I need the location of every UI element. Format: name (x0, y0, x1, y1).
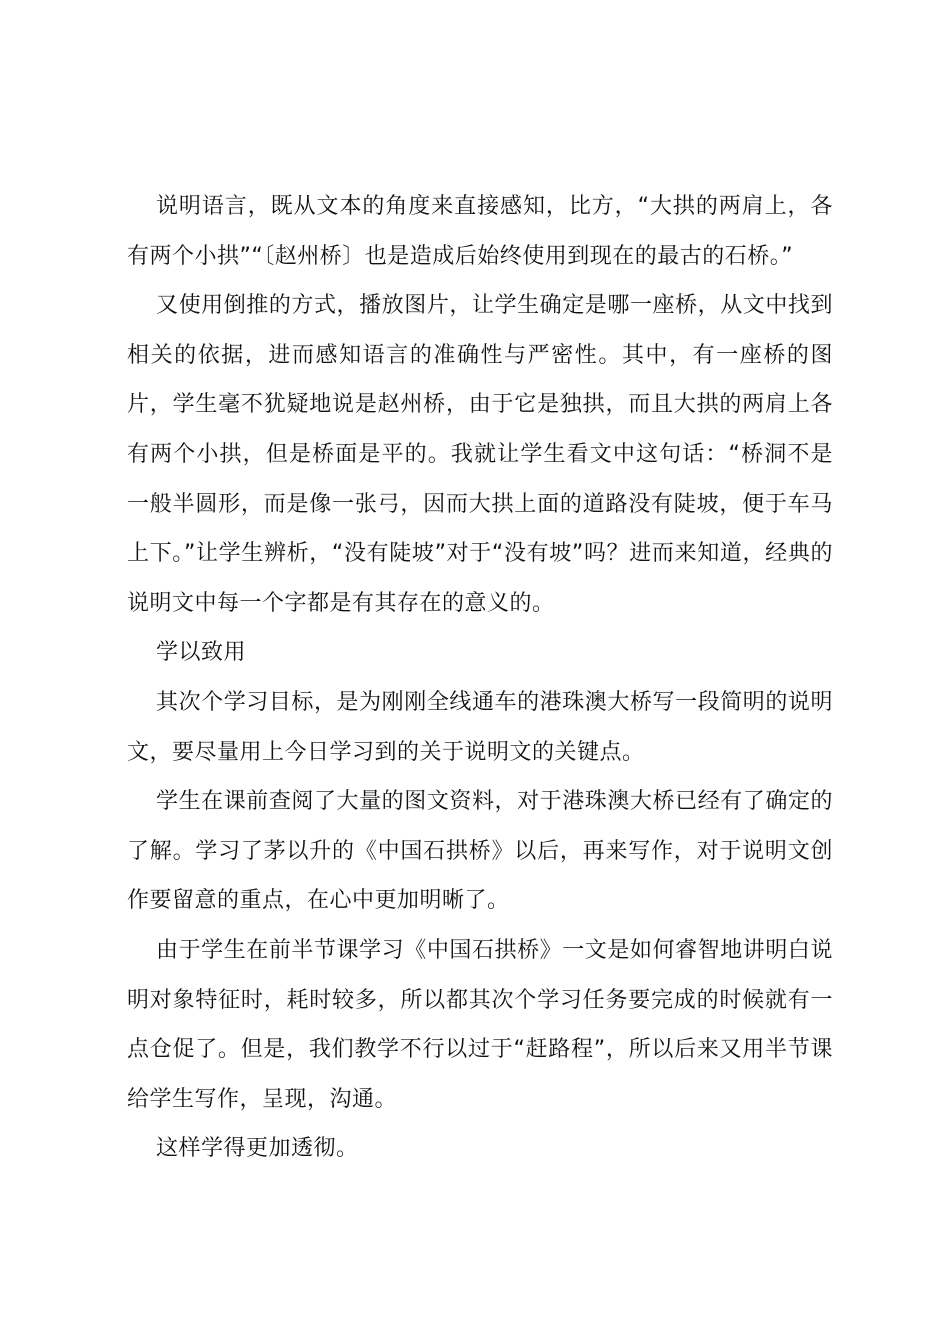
paragraph-reverse-method: 又使用倒推的方式，播放图片，让学生确定是哪一座桥，从文中找到相关的依据，进而感知语言的准确性与严密性。其中，有一座桥的图片，学生毫不犹疑地说是赵州桥，由于它是独拱，而且大拱的两肩上各有两个小拱，但是桥面是平的。我就让学生看文中这句话：“桥洞不是一般半圆形，而是像一张弓，因而大拱上面的道路没有陡坡，便于车马上下。”让学生辨析，“没有陡坡”对于“没有坡”吗？进而来知道，经典的说明文中每一个字都是有其存在的意义的。 (127, 293, 833, 616)
section-heading-application: 学以致用 (156, 640, 247, 666)
paragraph-time-reflection: 由于学生在前半节课学习《中国石拱桥》一文是如何睿智地讲明白说明对象特征时，耗时较多，所以都其次个学习任务要完成的时候就有一点仓促了。但是，我们教学不行以过于“赶路程”，所以后来又用半节课给学生写作，呈现，沟通。 (127, 937, 833, 1112)
paragraph-second-goal: 其次个学习目标，是为刚刚全线通车的港珠澳大桥写一段简明的说明文，要尽量用上今日学习到的关于说明文的关键点。 (127, 689, 833, 765)
paragraph-conclusion: 这样学得更加透彻。 (156, 1136, 359, 1162)
paragraph-student-research: 学生在课前查阅了大量的图文资料，对于港珠澳大桥已经有了确定的了解。学习了茅以升的《中国石拱桥》以后，再来写作，对于说明文创作要留意的重点，在心中更加明晰了。 (127, 789, 833, 914)
document-page (127, 182, 833, 1174)
paragraph-language-perception: 说明语言，既从文本的角度来直接感知，比方，“大拱的两肩上，各有两个小拱”“〔赵州桥〕也是造成后始终使用到现在的最古的石桥。” (127, 194, 833, 269)
